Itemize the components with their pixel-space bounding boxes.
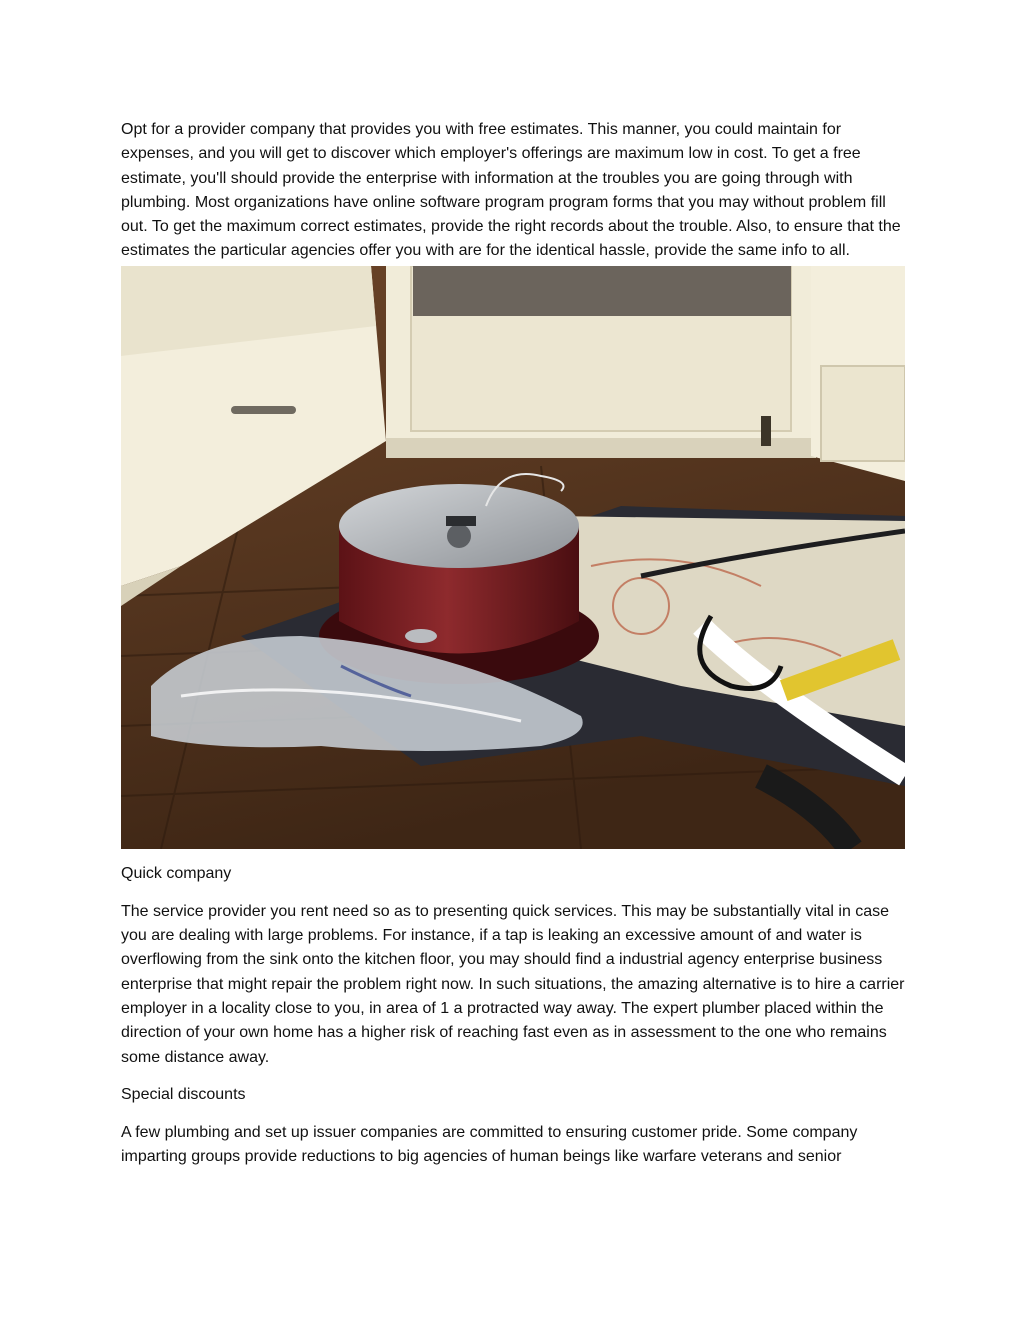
intro-paragraph: Opt for a provider company that provides you with free estimates. This manner, you could maintain for expenses, and you will get to discover which employer's offerings are maximum low in cost. To get a free estimate, you'll should provide the enterprise with information at the troubles you are going through with plumbing. Most organizations have online software program program forms that you may without problem fill out. To get the maximum correct estimates, provide the right records about the trouble. Also, to ensure that the estimates the particular agencies offer you with are for the identical hassle, provide the same info to all. [121, 121, 901, 260]
section-body-discounts: A few plumbing and set up issuer companies are committed to ensuring customer pride. Some company imparting groups provide reductions to big agencies of human beings like warfare veterans and senior [121, 1123, 858, 1166]
garbage-disposal-photo [121, 266, 905, 849]
document-page [121, 118, 906, 1169]
section-heading-quick: Quick company [121, 864, 232, 882]
section-body-quick: The service provider you rent need so as to presenting quick services. This may be substantially vital in case you are dealing with large problems. For instance, if a tap is leaking an excessive amount of and water is overflowing from the sink onto the kitchen floor, you may should find a industrial agency enterprise business enterprise that might repair the problem right now. In such situations, the amazing alternative is to hire a carrier employer in a locality close to you, in area of 1 a protracted way away. The expert plumber placed within the direction of your own home has a higher risk of reaching fast even as in assessment to the one who remains some distance away. [121, 902, 905, 1066]
section-heading-discounts: Special discounts [121, 1085, 246, 1103]
